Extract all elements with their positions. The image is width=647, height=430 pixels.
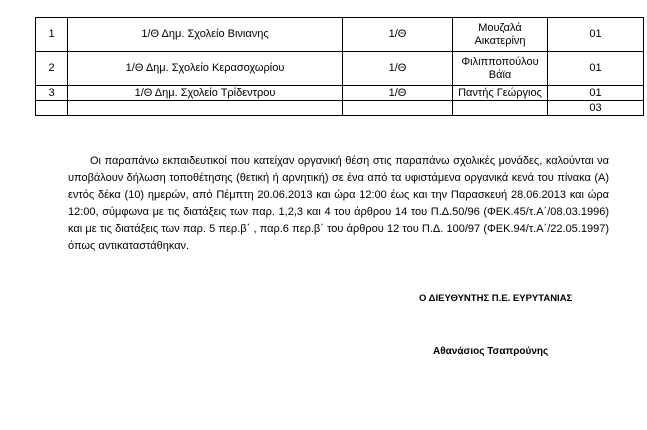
teachers-table	[35, 17, 644, 116]
teacher-name-cell	[453, 18, 548, 52]
director-title: Ο ΔΙΕΥΘΥΝΤΗΣ Π.Ε. ΕΥΡΥΤΑΝΙΑΣ	[419, 293, 573, 304]
count-cell: 01	[548, 86, 644, 101]
empty-cell	[36, 101, 68, 116]
empty-cell	[343, 101, 453, 116]
empty-cell	[453, 101, 548, 116]
post-cell: 1/Θ	[343, 52, 453, 86]
announcement-paragraph: Οι παραπάνω εκπαιδευτικοί που κατείχαν οργανική θέση στις παραπάνω σχολικές μονάδες, καλούνται να υποβάλουν δήλωση τοποθέτησης (θετική ή αρνητική) σε ένα από τα υφιστάμενα οργανικά κενά του πίνακα (Α) εντός δέκα (10) ημερών, από Πέμπτη 20.06.2013 και ώρα 12:00 έως και την Παρασκευή 28.06.2013 και ώρα 12:00, σύμφωνα με τις διατάξεις των παρ. 1,2,3 και 4 του άρθρου 14 του Π.Δ.50/96 (ΦΕΚ.45/τ.Α΄/08.03.1996) και με τις διατάξεις των παρ. 5 περ.β΄ , παρ.6 περ.β΄ του άρθρου 12 του Π.Δ. 100/97 (ΦΕΚ.94/τ.Α΄/22.05.1997) όπως αντικαταστάθηκαν.	[68, 155, 609, 252]
row-number: 3	[36, 86, 68, 101]
count-cell: 01	[548, 52, 644, 86]
post-cell: 1/Θ	[343, 18, 453, 52]
row-number: 2	[36, 52, 68, 86]
teacher-name-cell: Παντής Γεώργιος	[453, 86, 548, 101]
count-cell: 01	[548, 18, 644, 52]
table-row	[36, 18, 644, 52]
empty-cell	[68, 101, 343, 116]
post-cell: 1/Θ	[343, 86, 453, 101]
school-cell: 1/Θ Δημ. Σχολείο Κερασοχωρίου	[68, 52, 343, 86]
table-row	[36, 52, 644, 86]
total-row	[36, 101, 644, 116]
teacher-surname: Μουζαλά	[478, 21, 522, 34]
teacher-name-cell	[453, 52, 548, 86]
teacher-firstname: Αικατερίνη	[474, 34, 526, 47]
row-number: 1	[36, 18, 68, 52]
school-cell: 1/Θ Δημ. Σχολείο Βινιανης	[68, 18, 343, 52]
signer-name: Αθανάσιος Τσαπρούνης	[433, 346, 549, 357]
table-row	[36, 86, 644, 101]
teacher-firstname: Βάϊα	[488, 68, 512, 81]
teacher-surname: Φιλιπποπούλου	[461, 55, 539, 68]
total-count: 03	[548, 101, 644, 116]
school-cell: 1/Θ Δημ. Σχολείο Τρίδεντρου	[68, 86, 343, 101]
